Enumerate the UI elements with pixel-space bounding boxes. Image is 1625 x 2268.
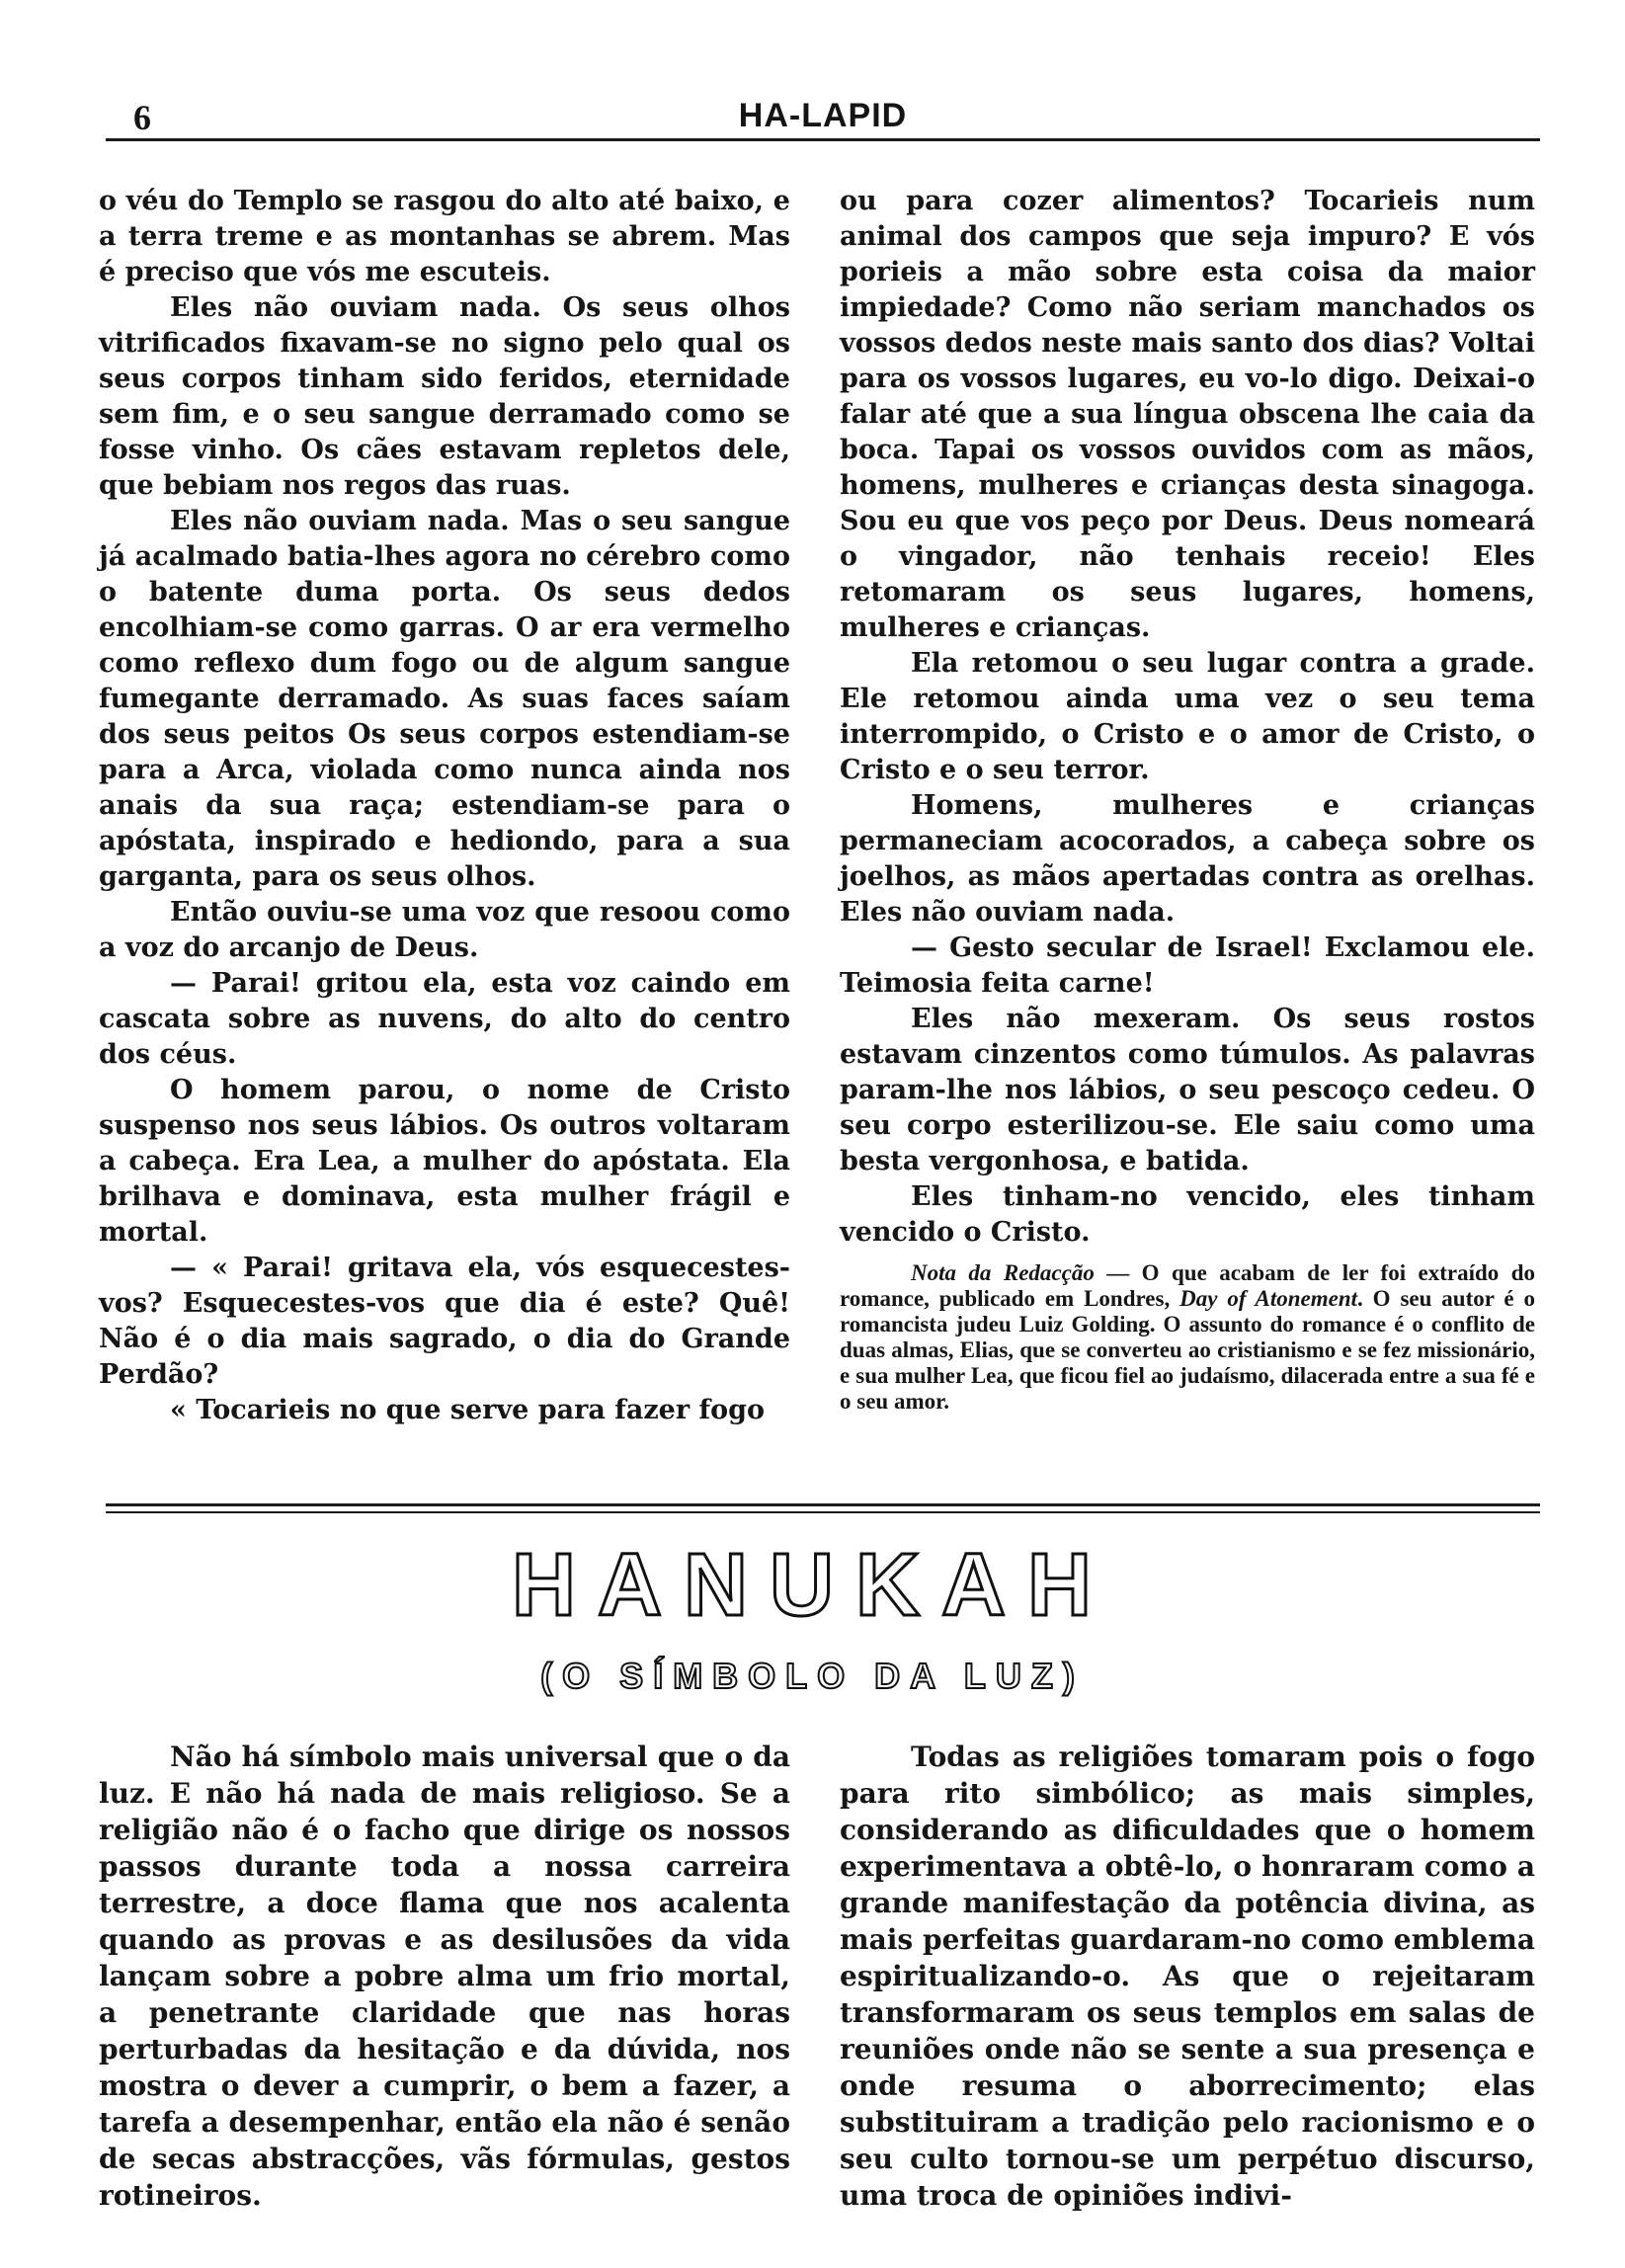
paragraph: « Tocarieis no que serve para fazer fogo [170, 1395, 765, 1425]
editor-note-text: — O que acabam de ler foi extraído do romance, publicado em Londres, [840, 1260, 1535, 1311]
article-subtitle: (O SÍMBOLO DA LUZ) [540, 1656, 1085, 1696]
paragraph: Então ouviu-se uma voz que resoou como a voz do arcanjo de Deus. [99, 897, 790, 963]
paragraph: Eles não ouviam nada. Os seus olhos vitrificados fixavam-se no signo pelo qual os seus corpos tinham sido feridos, eternidade sem fim, e o seu sangue derramado como se fosse vinho. Os cães estavam repletos dele, que bebiam nos regos das ruas. [99, 292, 790, 501]
paragraph: Ela retomou o seu lugar contra a grade. Ele retomou ainda uma vez o seu tema interrompido, o Cristo e o amor de Cristo, o Cristo e o seu terror. [840, 648, 1535, 785]
editor-note-label: Nota da Redacção [911, 1260, 1095, 1285]
top-left-column [99, 184, 790, 1428]
running-head: HA-LAPID [738, 97, 908, 134]
article-right-column [840, 1739, 1535, 2214]
article-title: HANUKAH [512, 1536, 1113, 1635]
paragraph: — Parai! gritou ela, esta voz caindo em cascata sobre as nuvens, do alto do centro dos céus. [99, 968, 790, 1070]
paragraph: — « Parai! gritava ela, vós esquecestes-vos? Esquecestes-vos que dia é este? Quê! Não é o dia mais sagrado, o dia do Grande Perdão? [99, 1253, 790, 1390]
page-number: 6 [133, 98, 151, 137]
header-rule [106, 138, 1540, 141]
novel-title: Day of Atonement [1179, 1286, 1358, 1311]
page-header [106, 87, 1540, 138]
editor-note-text: . O seu autor é o romancista judeu Luiz Golding. O assunto do romance é o conflito de duas almas, Elias, que se converteu ao cristianismo e se fez missionário, e sua mulher Lea, que ficou fiel ao judaísmo, dilacerada entre a sua fé e o seu amor. [840, 1286, 1536, 1414]
article-left-column [99, 1739, 790, 2214]
paragraph: ou para cozer alimentos? Tocarieis num animal dos campos que seja impuro? E vós porieis a mão sobre esta coisa da maior impiedade? Como não seriam manchados os vossos dedos neste mais santo dos dias? Voltai para os vossos lugares, eu vo-lo digo. Deixai-o falar até que a sua língua obscena lhe caia da boca. Tapai os vossos ouvidos com as mãos, homens, mulheres e crianças desta sinagoga. Sou eu que vos peço por Deus. Deus nomeará o vingador, não tenhais receio! Eles retomaram os seus lugares, homens, mulheres e crianças. [840, 186, 1535, 643]
paragraph: Todas as religiões tomaram pois o fogo para rito simbólico; as mais simples, considerando as dificuldades que o homem experimentava a obtê-lo, o honraram como a grande manifestação da potência divina, as mais perfeitas guardaram-no como emblema espiritualizando-o. As que o rejeitaram transformaram os seus templos em salas de reuniões onde não se sente a sua presença e onde resuma o aborrecimento; elas substituiram a tradição pelo racionismo e o seu culto tornou-se um perpétuo discurso, uma troca de opiniões indivi- [840, 1741, 1535, 2212]
editor-note [840, 1260, 1535, 1415]
paragraph: o véu do Templo se rasgou do alto até baixo, e a terra treme e as montanhas se abrem. Mas é preciso que vós me escuteis. [99, 186, 790, 287]
paragraph: Eles não ouviam nada. Mas o seu sangue já acalmado batia-lhes agora no cérebro como o batente duma porta. Os seus dedos encolhiam-se como garras. O ar era vermelho como reflexo dum fogo ou de algum sangue fumegante derramado. As suas faces saíam dos seus peitos Os seus corpos estendiam-se para a Arca, violada como nunca ainda nos anais da sua raça; estendiam-se para o apóstata, inspirado e hediondo, para a sua garganta, para os seus olhos. [99, 506, 790, 892]
paragraph: Eles tinham-no vencido, eles tinham vencido o Cristo. [840, 1181, 1535, 1248]
paragraph: Não há símbolo mais universal que o da luz. E não há nada de mais religioso. Se a religião não é o facho que dirige os nossos passos durante toda a nossa carreira terrestre, a doce flama que nos acalenta quando as provas e as desilusões da vida lançam sobre a pobre alma um frio mortal, a penetrante claridade que nas horas perturbadas da hesitação e da dúvida, nos mostra o dever a cumprir, o bem a fazer, a tarefa a desempenhar, então ela não é senão de secas abstracções, vãs fórmulas, gestos rotineiros. [99, 1741, 790, 2212]
section-divider [106, 1511, 1540, 1513]
section-divider [106, 1503, 1540, 1506]
paragraph: Eles não mexeram. Os seus rostos estavam cinzentos como túmulos. As palavras param-lhe nos lábios, o seu pescoço cedeu. O seu corpo esterilizou-se. Ele saiu como uma besta vergonhosa, e batida. [840, 1004, 1535, 1176]
paragraph: Homens, mulheres e crianças permaneciam acocorados, a cabeça sobre os joelhos, as mãos apertadas contra as orelhas. Eles não ouviam nada. [840, 790, 1535, 928]
paragraph: — Gesto secular de Israel! Exclamou ele. Teimosia feita carne! [840, 932, 1535, 999]
paragraph: O homem parou, o nome de Cristo suspenso nos seus lábios. Os outros voltaram a cabeça. Era Lea, a mulher do apóstata. Ela brilhava e dominava, esta mulher frágil e mortal. [99, 1075, 790, 1248]
top-right-column [840, 184, 1535, 1415]
